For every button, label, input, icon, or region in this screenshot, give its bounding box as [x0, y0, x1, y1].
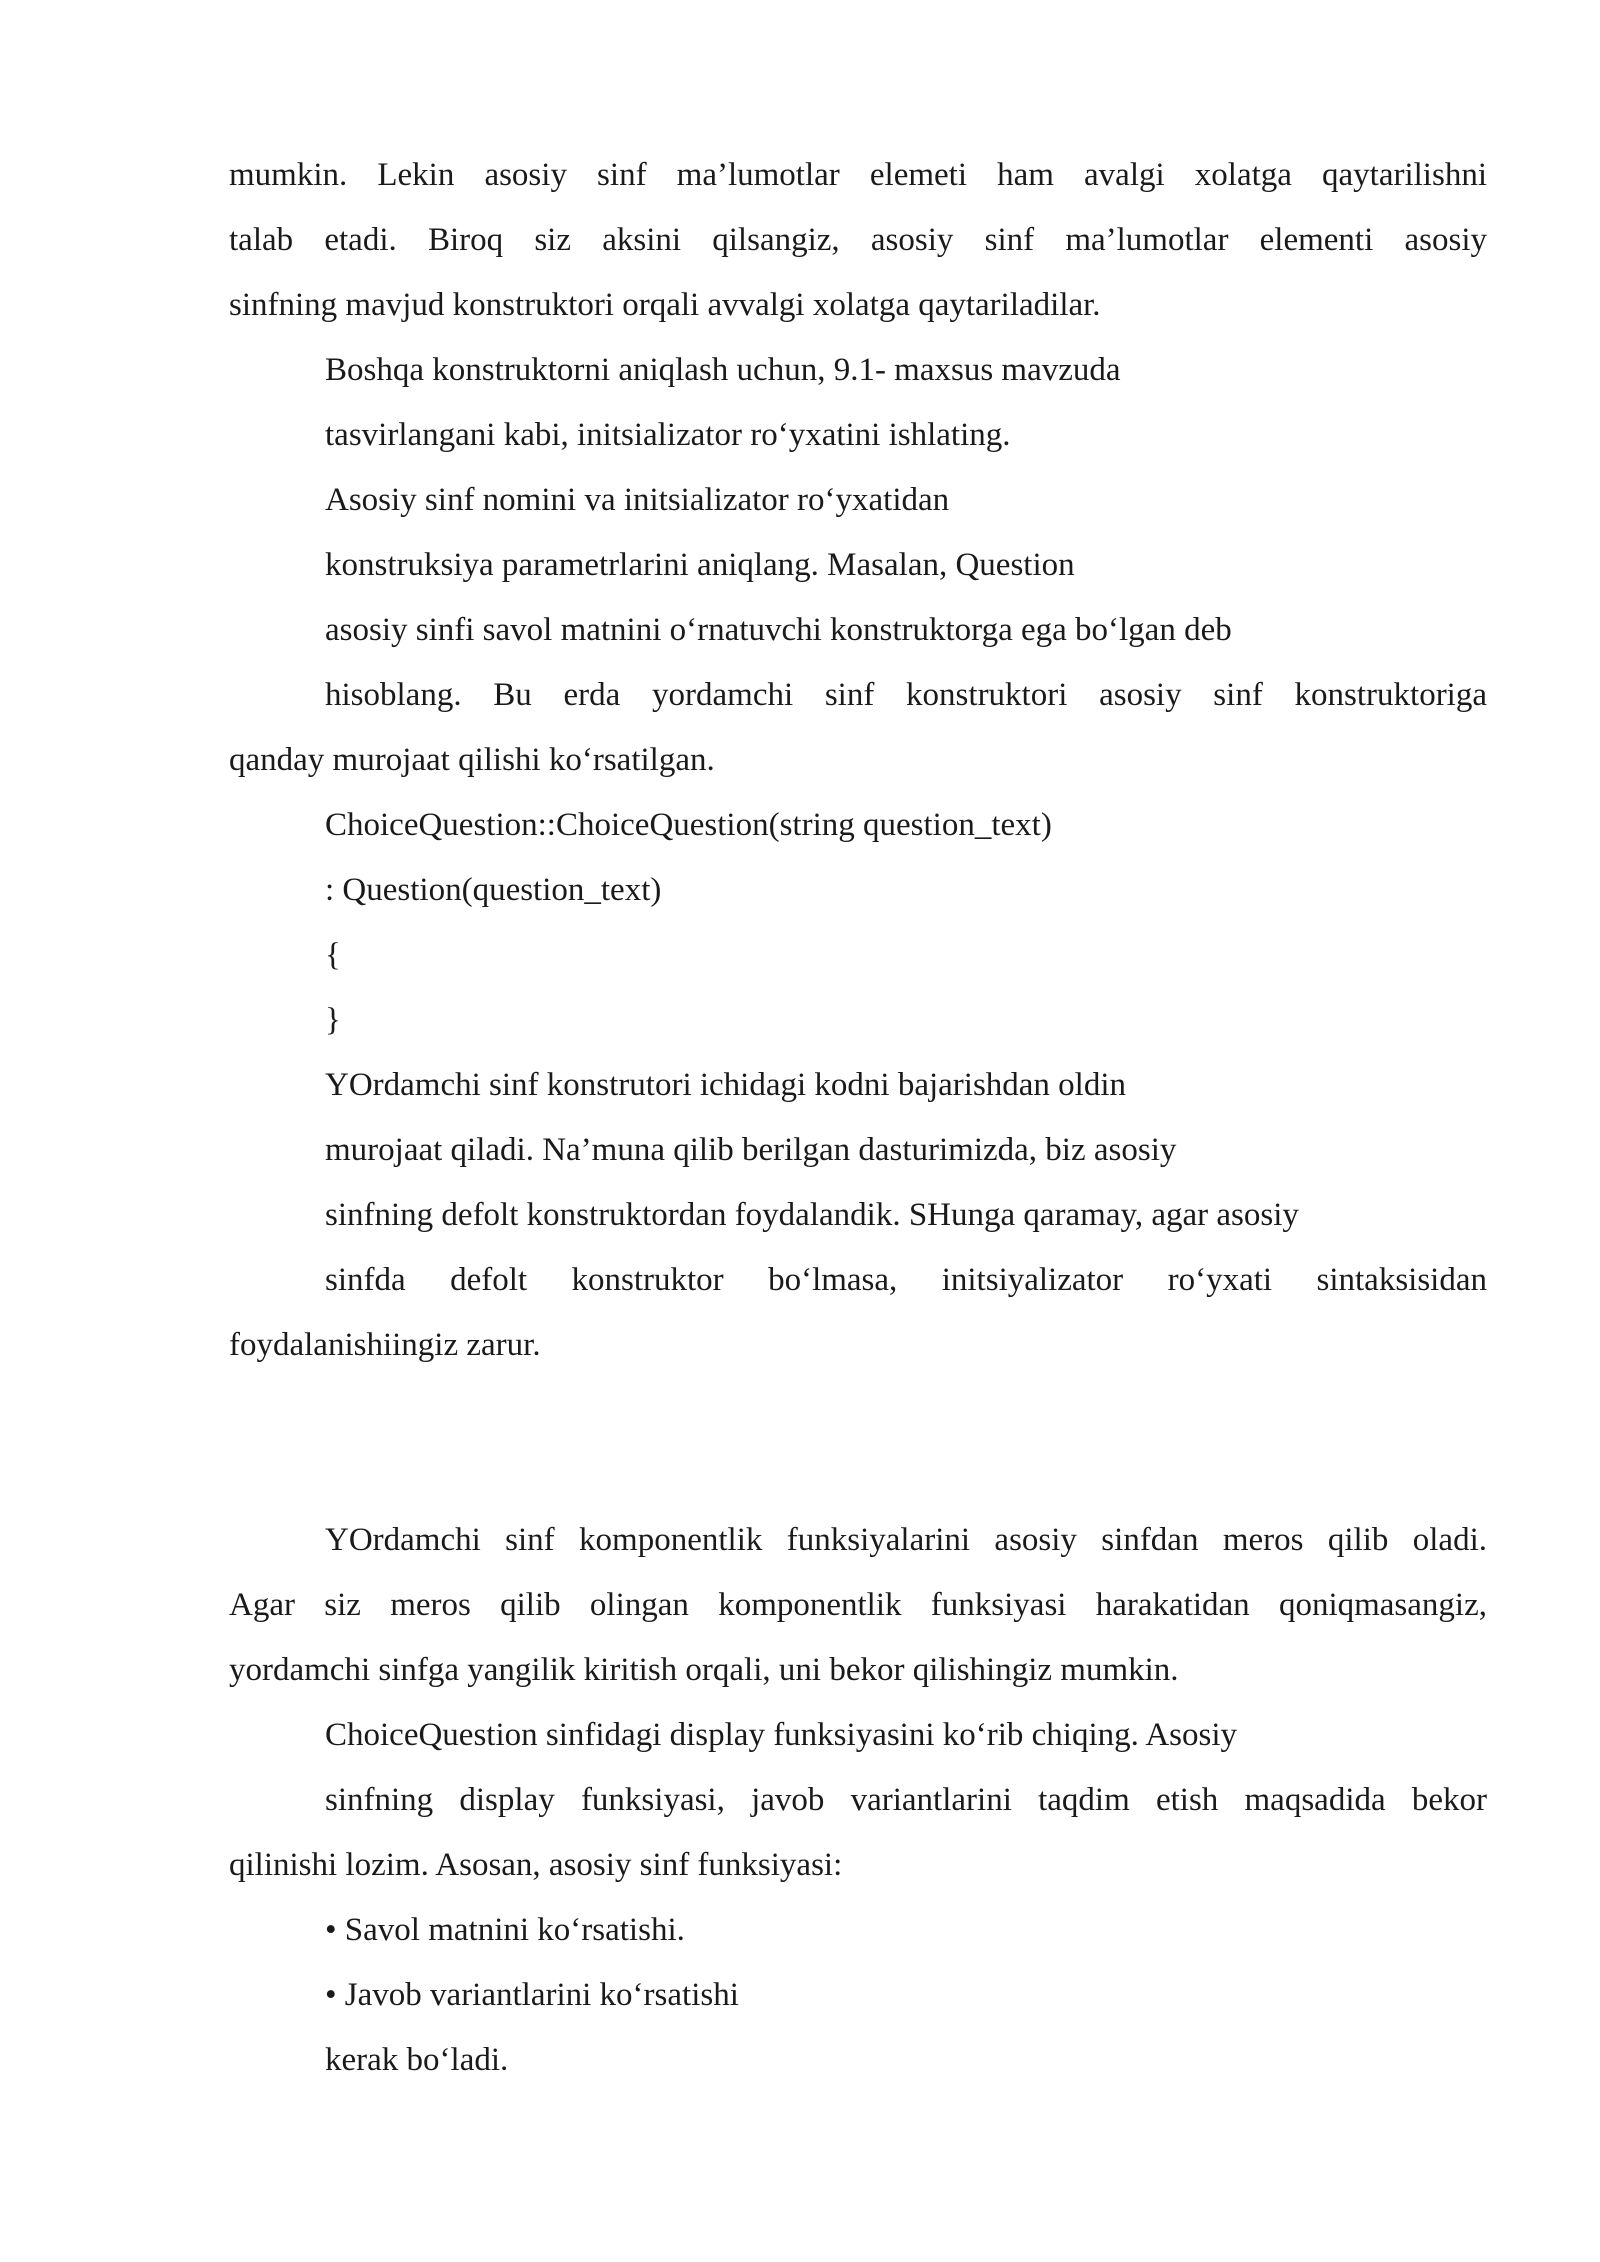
text-line: talab etadi. Biroq siz aksini qilsangiz, asosiy sinf ma’lumotlar elementi asosiy [229, 222, 1487, 258]
text-line: mumkin. Lekin asosiy sinf ma’lumotlar elemeti ham avalgi xolatga qaytarilishni [229, 157, 1487, 193]
text-line: yordamchi sinfga yangilik kiritish orqali, uni bekor qilishingiz mumkin. [229, 1652, 1179, 1688]
code-line: ChoiceQuestion::ChoiceQuestion(string question_text) [325, 807, 1052, 843]
text-line: hisoblang. Bu erda yordamchi sinf konstruktori asosiy sinf konstruktoriga [325, 677, 1487, 713]
code-line: { [325, 937, 341, 973]
text-line: Boshqa konstruktorni aniqlash uchun, 9.1- maxsus mavzuda [325, 352, 1121, 388]
text-line: kerak bo‘ladi. [325, 2042, 509, 2078]
text-line: YOrdamchi sinf konstrutori ichidagi kodni bajarishdan oldin [325, 1067, 1127, 1103]
bullet-item: • Savol matnini ko‘rsatishi. [325, 1912, 685, 1948]
text-line: sinfning mavjud konstruktori orqali avvalgi xolatga qaytariladilar. [229, 287, 1101, 323]
text-line: sinfda defolt konstruktor bo‘lmasa, initsiyalizator ro‘yxati sintaksisidan [325, 1262, 1487, 1298]
text-line: sinfning defolt konstruktordan foydalandik. SHunga qaramay, agar asosiy [325, 1197, 1299, 1233]
text-line: Agar siz meros qilib olingan komponentlik funksiyasi harakatidan qoniqmasangiz, [229, 1587, 1487, 1623]
code-line: } [325, 1002, 341, 1038]
text-line: Asosiy sinf nomini va initsializator ro‘yxatidan [325, 482, 950, 518]
text-line: tasvirlangani kabi, initsializator ro‘yxatini ishlating. [325, 417, 1011, 453]
text-line: qilinishi lozim. Asosan, asosiy sinf funksiyasi: [229, 1847, 843, 1883]
bullet-item: • Javob variantlarini ko‘rsatishi [325, 1977, 739, 2013]
text-line: asosiy sinfi savol matnini o‘rnatuvchi konstruktorga ega bo‘lgan deb [325, 612, 1232, 648]
text-line: sinfning display funksiyasi, javob variantlarini taqdim etish maqsadida bekor [325, 1782, 1487, 1818]
text-line: konstruksiya parametrlarini aniqlang. Masalan, Question [325, 547, 1075, 583]
text-line: ChoiceQuestion sinfidagi display funksiyasini ko‘rib chiqing. Asosiy [325, 1717, 1238, 1753]
code-line: : Question(question_text) [325, 872, 662, 908]
text-line: qanday murojaat qilishi ko‘rsatilgan. [229, 742, 715, 778]
text-line: foydalanishiingiz zarur. [229, 1327, 541, 1363]
text-line: murojaat qiladi. Na’muna qilib berilgan dasturimizda, biz asosiy [325, 1132, 1177, 1168]
text-line: YOrdamchi sinf komponentlik funksiyalarini asosiy sinfdan meros qilib oladi. [325, 1522, 1487, 1558]
